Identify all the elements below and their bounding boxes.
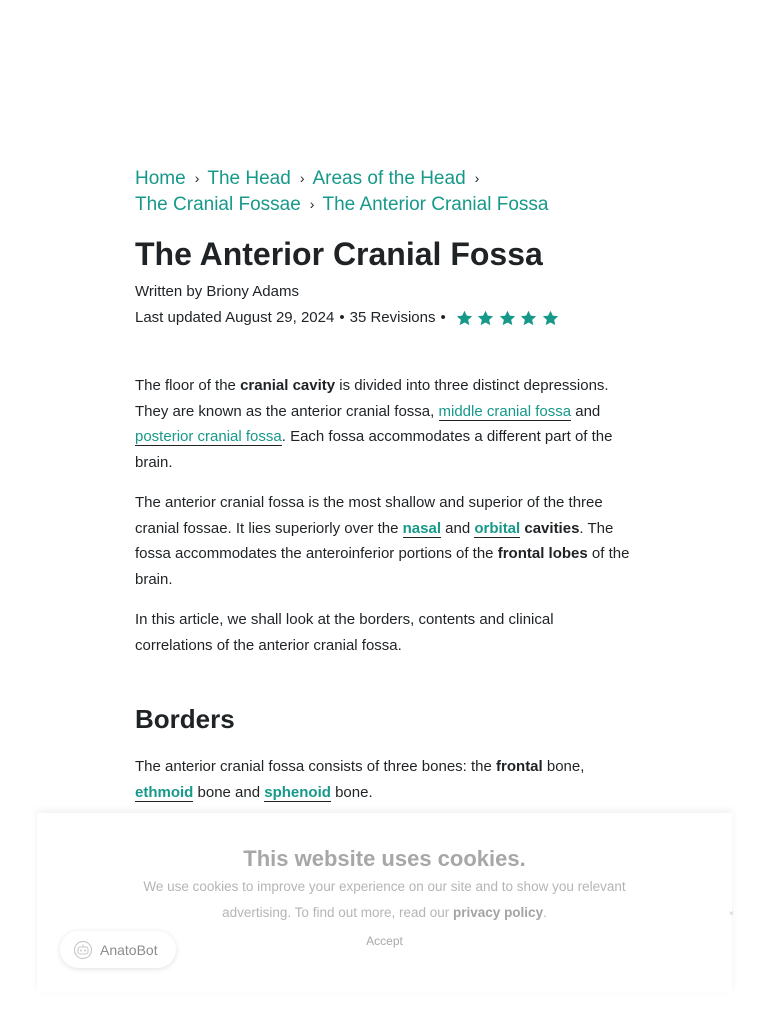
- breadcrumb: [135, 166, 635, 218]
- text: bone,: [542, 758, 585, 775]
- link-nasal[interactable]: nasal: [402, 519, 441, 537]
- article-meta: [135, 308, 562, 328]
- text: of the brain.: [135, 545, 630, 588]
- intro-paragraph-1: [135, 373, 635, 475]
- page-title: The Anterior Cranial Fossa: [135, 236, 543, 272]
- robot-icon: [73, 940, 93, 960]
- cookie-title: This website uses cookies.: [243, 846, 526, 871]
- anatobot-label: AnatoBot: [100, 941, 158, 958]
- link-orbital[interactable]: orbital: [474, 519, 521, 537]
- star-icon: [541, 309, 560, 328]
- breadcrumb-areas-of-the-head[interactable]: Areas of the Head: [312, 168, 466, 189]
- chevron-right-icon: ›: [299, 170, 305, 186]
- privacy-policy-link[interactable]: privacy policy: [453, 904, 544, 920]
- star-icon: [476, 309, 495, 328]
- text: The floor of the: [135, 377, 241, 394]
- meta-separator: •: [440, 309, 446, 326]
- breadcrumb-cranial-fossae[interactable]: The Cranial Fossae: [135, 194, 301, 215]
- text: . The fossa accommodates the anteroinferior portions of the: [135, 519, 614, 563]
- anatobot-button[interactable]: [60, 931, 176, 968]
- bold-term: cavities: [520, 519, 580, 537]
- link-sphenoid[interactable]: sphenoid: [264, 783, 331, 801]
- star-icon: [498, 309, 517, 328]
- bold-term: frontal lobes: [497, 545, 588, 563]
- breadcrumb-the-head[interactable]: The Head: [207, 168, 291, 189]
- bold-term: cranial cavity: [240, 377, 336, 394]
- breadcrumb-anterior-cranial-fossa[interactable]: The Anterior Cranial Fossa: [322, 194, 549, 215]
- link-posterior-cranial-fossa[interactable]: posterior cranial fossa: [135, 428, 282, 446]
- text: The anterior cranial fossa is the most shallow and superior of the three cranial fossae. It lies superiorly over the: [135, 494, 603, 537]
- text: . Each fossa accommodates a different part of the brain.: [135, 428, 613, 471]
- intro-paragraph-2: [135, 490, 635, 592]
- bold-term: frontal: [496, 758, 543, 775]
- text: bone.: [330, 783, 373, 801]
- revisions-count[interactable]: 35 Revisions: [349, 309, 436, 326]
- chevron-right-icon: ›: [474, 170, 480, 186]
- close-icon[interactable]: ×: [729, 909, 734, 918]
- text: and: [440, 519, 475, 537]
- intro-paragraph-3: In this article, we shall look at the borders, contents and clinical correlations of the anterior cranial fossa.: [135, 611, 554, 654]
- chevron-right-icon: ›: [194, 170, 200, 186]
- section-heading-borders: Borders: [135, 704, 235, 734]
- text: is divided into three distinct depressions. They are known as the anterior cranial fossa,: [135, 377, 609, 420]
- link-ethmoid[interactable]: ethmoid: [135, 783, 194, 801]
- chevron-right-icon: ›: [309, 196, 315, 212]
- cookie-text: [132, 874, 637, 925]
- borders-paragraph-1: [135, 754, 635, 805]
- text: The anterior cranial fossa consists of three bones: the: [135, 758, 497, 775]
- meta-separator: •: [339, 309, 345, 326]
- accept-button[interactable]: Accept: [366, 934, 403, 948]
- link-middle-cranial-fossa[interactable]: middle cranial fossa: [438, 402, 572, 420]
- author-line: Written by Briony Adams: [135, 283, 299, 300]
- text: bone and: [193, 783, 265, 801]
- text: and: [571, 402, 601, 420]
- text: We use cookies to improve your experience on our site and to show you relevant advertising. To find out more, read our: [143, 879, 626, 920]
- star-icon: [455, 309, 474, 328]
- last-updated: Last updated August 29, 2024: [135, 309, 335, 326]
- text: .: [543, 904, 547, 920]
- breadcrumb-home[interactable]: Home: [135, 168, 186, 189]
- rating-stars[interactable]: [455, 309, 563, 328]
- star-icon: [519, 309, 538, 328]
